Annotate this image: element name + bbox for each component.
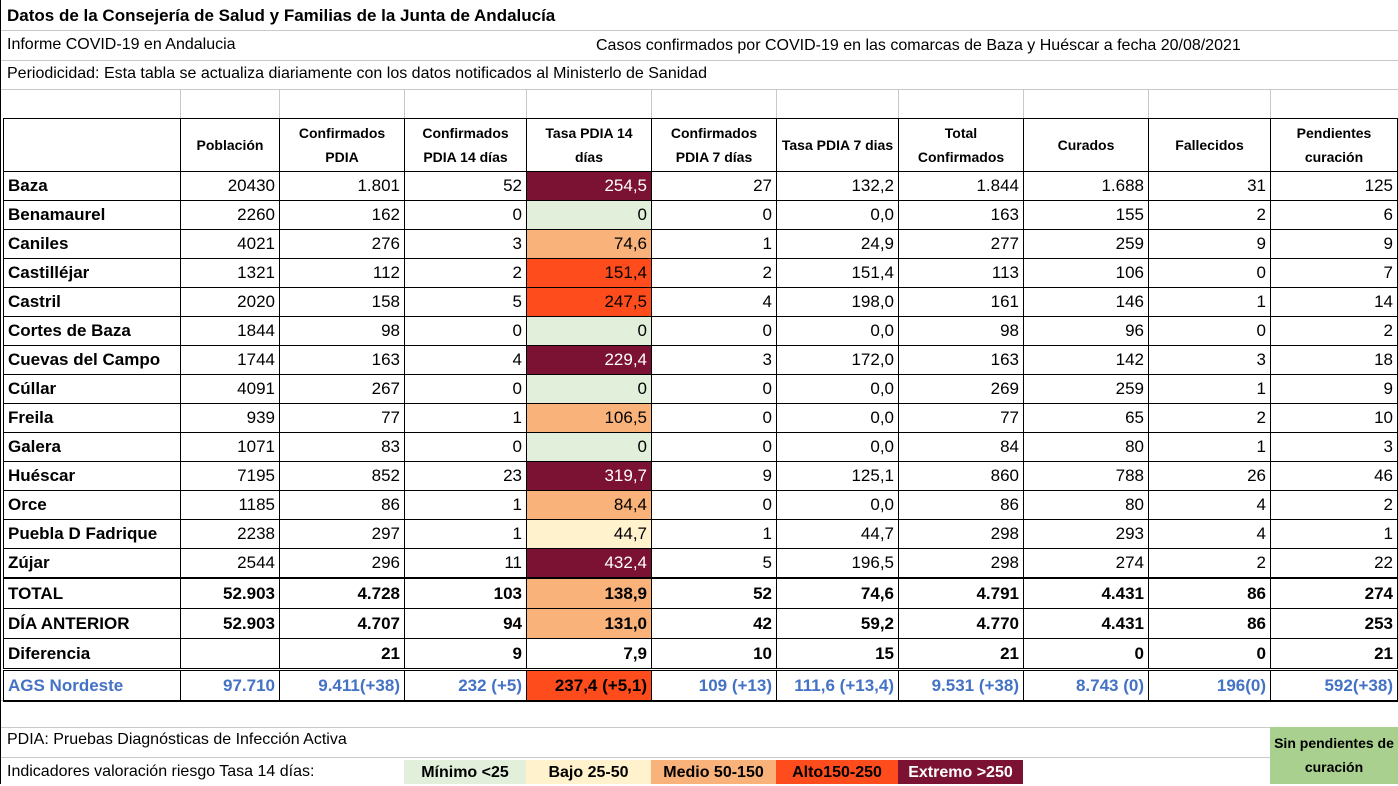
table-cell: 84 [899,433,1024,462]
table-cell: 1185 [181,491,280,520]
table-cell: 2544 [181,549,280,579]
legend-bajo: Bajo 25-50 [526,760,651,784]
table-cell: 7195 [181,462,280,491]
table-cell: 788 [1024,462,1149,491]
table-cell: 77 [899,404,1024,433]
table-cell: 0,0 [777,404,899,433]
table-cell: 4 [1149,520,1271,549]
table-cell: 7,9 [527,639,652,670]
table-cell: 14 [1271,288,1398,317]
table-cell: 125,1 [777,462,899,491]
table-cell: 0,0 [777,317,899,346]
pdia-note: PDIA: Pruebas Diagnósticas de Infección Activa [7,731,347,748]
table-cell: 131,0 [527,609,652,639]
table-cell: 3 [405,230,527,259]
table-cell: 151,4 [527,259,652,288]
column-header: Confirmados PDIA [280,119,405,172]
table-cell: 84,4 [527,491,652,520]
row-name: Orce [4,491,181,520]
table-cell: 98 [280,317,405,346]
table-cell: 259 [1024,375,1149,404]
table-cell: 1.844 [899,172,1024,201]
table-cell: 65 [1024,404,1149,433]
table-cell: 0 [527,375,652,404]
table-cell: 0,0 [777,491,899,520]
table-cell: 4.770 [899,609,1024,639]
column-header: Pendientes curación [1271,119,1398,172]
table-cell: 142 [1024,346,1149,375]
table-cell: 0 [652,201,777,230]
table-cell: 0 [405,317,527,346]
table-row [4,549,1398,579]
table-cell: 31 [1149,172,1271,201]
table-cell: 229,4 [527,346,652,375]
row-name: Zújar [4,549,181,579]
table-cell: 163 [899,201,1024,230]
report-label: Informe COVID-19 en Andalucia [7,36,236,53]
table-cell: 2 [1271,491,1398,520]
table-cell: 80 [1024,491,1149,520]
table-cell: 138,9 [527,578,652,609]
table-cell: 0 [527,201,652,230]
table-cell: 1 [1271,520,1398,549]
table-cell: 196,5 [777,549,899,579]
table-cell: 1 [1149,288,1271,317]
table-row [4,404,1398,433]
table-cell: 2260 [181,201,280,230]
table-cell: 198,0 [777,288,899,317]
table-cell: 9.411(+38) [280,670,405,702]
column-header: Tasa PDIA 14 días [527,119,652,172]
table-cell: 2 [405,259,527,288]
column-header: Total Confirmados [899,119,1024,172]
table-cell: 253 [1271,609,1398,639]
table-cell: 113 [899,259,1024,288]
table-cell: 59,2 [777,609,899,639]
table-cell: 96 [1024,317,1149,346]
table-cell: 4 [405,346,527,375]
table-cell: 1071 [181,433,280,462]
column-header [4,119,181,172]
table-cell: 267 [280,375,405,404]
table-cell: 80 [1024,433,1149,462]
table-cell: 2020 [181,288,280,317]
table-cell: 94 [405,609,527,639]
row-name: Galera [4,433,181,462]
table-cell: 9 [1271,375,1398,404]
table-cell: 172,0 [777,346,899,375]
legend-minimo: Mínimo <25 [404,760,526,784]
indicators-label: Indicadores valoración riesgo Tasa 14 días: [7,763,315,780]
table-cell: 1.688 [1024,172,1149,201]
table-cell: 0,0 [777,375,899,404]
table-cell: 8.743 (0) [1024,670,1149,702]
table-cell: 1 [405,491,527,520]
table-cell: 9.531 (+38) [899,670,1024,702]
table-row [4,670,1398,702]
table-cell: 9 [405,639,527,670]
table-cell [181,639,280,670]
table-cell: 27 [652,172,777,201]
table-cell: 259 [1024,230,1149,259]
table-cell: 86 [1149,578,1271,609]
table-cell: 2238 [181,520,280,549]
table-cell: 2 [1149,404,1271,433]
table-cell: 2 [1149,549,1271,579]
table-cell: 297 [280,520,405,549]
table-cell: 0 [1149,317,1271,346]
table-cell: 860 [899,462,1024,491]
table-cell: 97.710 [181,670,280,702]
row-name: Puebla D Fadrique [4,520,181,549]
table-cell: 232 (+5) [405,670,527,702]
table-cell: 274 [1271,578,1398,609]
row-name: AGS Nordeste [4,670,181,702]
table-cell: 3 [1149,346,1271,375]
column-header: Confirmados PDIA 7 días [652,119,777,172]
table-cell: 852 [280,462,405,491]
table-cell: 44,7 [527,520,652,549]
table-cell: 293 [1024,520,1149,549]
table-cell: 163 [280,346,405,375]
legend-extremo: Extremo >250 [898,760,1023,784]
column-header: Confirmados PDIA 14 días [405,119,527,172]
table-cell: 2 [1149,201,1271,230]
table-cell: 592(+38) [1271,670,1398,702]
table-row [4,317,1398,346]
table-cell: 1 [1149,375,1271,404]
table-cell: 74,6 [777,578,899,609]
row-name: Caniles [4,230,181,259]
table-cell: 52.903 [181,578,280,609]
table-cell: 10 [1271,404,1398,433]
table-cell: 254,5 [527,172,652,201]
table-cell: 52 [652,578,777,609]
row-name: Huéscar [4,462,181,491]
page-title: Datos de la Consejería de Salud y Familias de la Junta de Andalucía [7,6,556,25]
table-cell: 155 [1024,201,1149,230]
table-cell: 0 [1149,259,1271,288]
table-cell: 298 [899,520,1024,549]
table-cell: 15 [777,639,899,670]
table-header-row [4,119,1398,172]
no-pending-badge: Sin pendientes de curación [1270,727,1398,784]
table-cell: 83 [280,433,405,462]
table-cell: 4 [652,288,777,317]
column-header: Curados [1024,119,1149,172]
table-cell: 1 [652,520,777,549]
table-cell: 1 [1149,433,1271,462]
table-row [4,288,1398,317]
table-cell: 269 [899,375,1024,404]
table-row [4,433,1398,462]
table-cell: 21 [899,639,1024,670]
table-cell: 247,5 [527,288,652,317]
table-row [4,259,1398,288]
table-cell: 42 [652,609,777,639]
table-cell: 4091 [181,375,280,404]
table-cell: 296 [280,549,405,579]
table-cell: 77 [280,404,405,433]
table-cell: 162 [280,201,405,230]
table-cell: 274 [1024,549,1149,579]
table-cell: 10 [652,639,777,670]
table-cell: 6 [1271,201,1398,230]
table-cell: 106 [1024,259,1149,288]
table-cell: 298 [899,549,1024,579]
table-cell: 196(0) [1149,670,1271,702]
table-cell: 0 [405,201,527,230]
table-cell: 86 [1149,609,1271,639]
table-row [4,520,1398,549]
table-cell: 0 [1149,639,1271,670]
table-row [4,609,1398,639]
table-cell: 86 [899,491,1024,520]
row-name: Diferencia [4,639,181,670]
table-cell: 0,0 [777,433,899,462]
table-cell: 4.431 [1024,609,1149,639]
table-cell: 18 [1271,346,1398,375]
table-cell: 0,0 [777,201,899,230]
row-name: TOTAL [4,578,181,609]
table-cell: 4021 [181,230,280,259]
row-name: Benamaurel [4,201,181,230]
table-cell: 163 [899,346,1024,375]
table-cell: 432,4 [527,549,652,579]
table-cell: 0 [527,433,652,462]
table-cell: 2 [1271,317,1398,346]
table-row [4,639,1398,670]
table-cell: 23 [405,462,527,491]
row-name: Castril [4,288,181,317]
row-name: Freila [4,404,181,433]
table-cell: 112 [280,259,405,288]
table-cell: 1 [652,230,777,259]
table-cell: 125 [1271,172,1398,201]
row-name: Baza [4,172,181,201]
table-cell: 237,4 (+5,1) [527,670,652,702]
table-cell: 52.903 [181,609,280,639]
table-cell: 4.728 [280,578,405,609]
table-cell: 111,6 (+13,4) [777,670,899,702]
table-cell: 0 [652,404,777,433]
table-cell: 0 [652,375,777,404]
table-cell: 24,9 [777,230,899,259]
row-name: Cuevas del Campo [4,346,181,375]
table-cell: 4.791 [899,578,1024,609]
table-cell: 146 [1024,288,1149,317]
table-cell: 74,6 [527,230,652,259]
table-cell: 44,7 [777,520,899,549]
row-name: Cortes de Baza [4,317,181,346]
table-cell: 9 [1149,230,1271,259]
table-cell: 939 [181,404,280,433]
table-cell: 1 [405,404,527,433]
table-cell: 9 [1271,230,1398,259]
column-header: Tasa PDIA 7 dias [777,119,899,172]
table-cell: 4.431 [1024,578,1149,609]
table-cell: 277 [899,230,1024,259]
table-row [4,201,1398,230]
table-cell: 7 [1271,259,1398,288]
cases-title: Casos confirmados por COVID-19 en las comarcas de Baza y Huéscar a fecha 20/08/2021 [596,37,1241,54]
table-cell: 22 [1271,549,1398,579]
table-row [4,346,1398,375]
table-row [4,578,1398,609]
table-cell: 158 [280,288,405,317]
table-cell: 3 [1271,433,1398,462]
table-cell: 21 [280,639,405,670]
table-cell: 2 [652,259,777,288]
table-row [4,491,1398,520]
periodicity-note: Periodicidad: Esta tabla se actualiza diariamente con los datos notificados al Ministerlo de Sanidad [7,65,707,82]
table-cell: 0 [405,433,527,462]
table-cell: 20430 [181,172,280,201]
table-cell: 1844 [181,317,280,346]
column-header: Población [181,119,280,172]
table-cell: 0 [652,491,777,520]
table-cell: 132,2 [777,172,899,201]
table-row [4,172,1398,201]
table-cell: 151,4 [777,259,899,288]
table-cell: 276 [280,230,405,259]
table-cell: 319,7 [527,462,652,491]
covid-data-table [3,118,1398,702]
table-cell: 11 [405,549,527,579]
table-cell: 26 [1149,462,1271,491]
table-cell: 5 [405,288,527,317]
table-cell: 1 [405,520,527,549]
legend-medio: Medio 50-150 [651,760,776,784]
table-cell: 4.707 [280,609,405,639]
table-row [4,462,1398,491]
table-cell: 0 [1024,639,1149,670]
table-cell: 1321 [181,259,280,288]
table-cell: 0 [527,317,652,346]
table-cell: 86 [280,491,405,520]
table-cell: 1.801 [280,172,405,201]
table-cell: 46 [1271,462,1398,491]
column-header: Fallecidos [1149,119,1271,172]
table-cell: 5 [652,549,777,579]
table-cell: 106,5 [527,404,652,433]
table-row [4,230,1398,259]
table-row [4,375,1398,404]
table-cell: 3 [652,346,777,375]
row-name: Castilléjar [4,259,181,288]
table-cell: 52 [405,172,527,201]
row-name: Cúllar [4,375,181,404]
table-cell: 103 [405,578,527,609]
table-cell: 21 [1271,639,1398,670]
table-cell: 9 [652,462,777,491]
legend-alto: Alto150-250 [776,760,898,784]
table-cell: 161 [899,288,1024,317]
table-cell: 4 [1149,491,1271,520]
row-name: DÍA ANTERIOR [4,609,181,639]
table-cell: 1744 [181,346,280,375]
table-cell: 0 [652,433,777,462]
table-cell: 0 [405,375,527,404]
table-cell: 0 [652,317,777,346]
table-cell: 109 (+13) [652,670,777,702]
table-cell: 98 [899,317,1024,346]
